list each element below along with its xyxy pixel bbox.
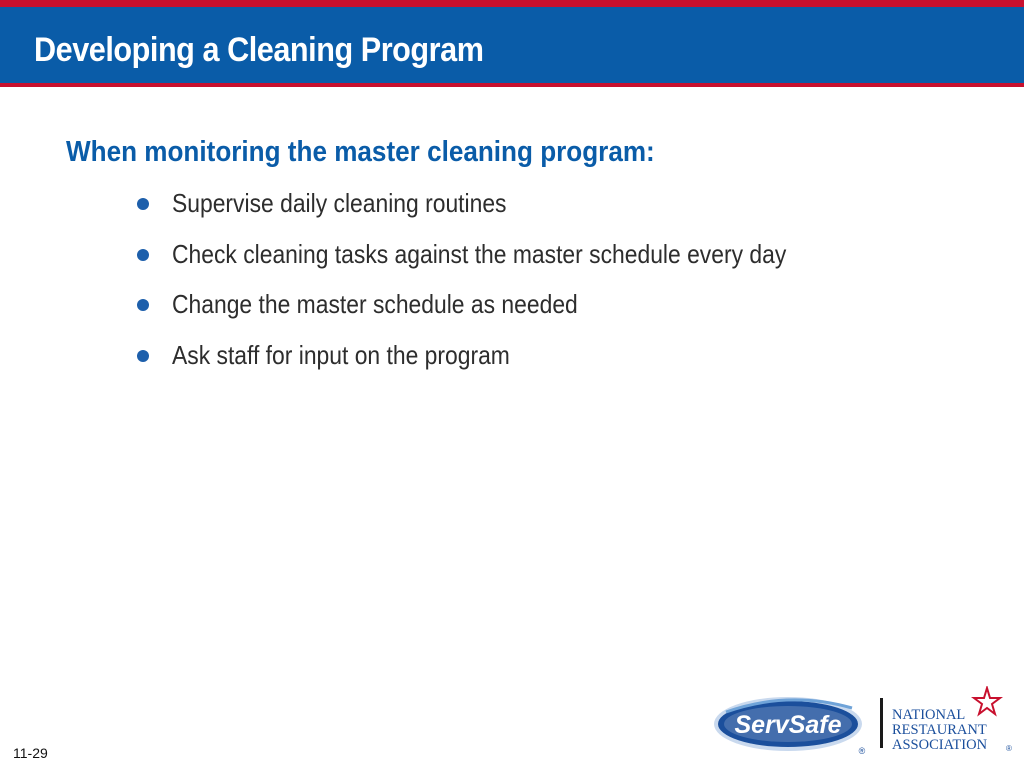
subheading: When monitoring the master cleaning program: xyxy=(66,136,655,168)
bullet-dot-icon xyxy=(137,249,149,261)
bullet-text: Ask staff for input on the program xyxy=(172,339,510,370)
nra-logo xyxy=(890,686,1017,756)
bullet-dot-icon xyxy=(137,299,149,311)
footer-logos xyxy=(712,684,1017,764)
bullet-text: Supervise daily cleaning routines xyxy=(172,188,507,218)
top-red-stripe xyxy=(0,0,1024,7)
bullet-dot-icon xyxy=(137,350,149,362)
servsafe-logo xyxy=(712,690,872,756)
svg-text:NATIONAL: NATIONAL xyxy=(892,707,966,723)
svg-text:®: ® xyxy=(1006,744,1012,753)
svg-text:ASSOCIATION: ASSOCIATION xyxy=(892,737,988,753)
logo-divider xyxy=(880,698,883,748)
svg-text:ServSafe: ServSafe xyxy=(734,711,842,739)
svg-text:RESTAURANT: RESTAURANT xyxy=(892,722,987,738)
svg-text:®: ® xyxy=(858,746,866,756)
title-red-rule xyxy=(0,83,1024,87)
bullet-text: Change the master schedule as needed xyxy=(172,289,578,319)
page-number: 11-29 xyxy=(13,745,48,761)
title-bar xyxy=(0,7,1024,83)
bullet-text: Check cleaning tasks against the master schedule every day xyxy=(172,238,787,269)
slide-title: Developing a Cleaning Program xyxy=(34,31,484,69)
bullet-dot-icon xyxy=(137,198,149,210)
